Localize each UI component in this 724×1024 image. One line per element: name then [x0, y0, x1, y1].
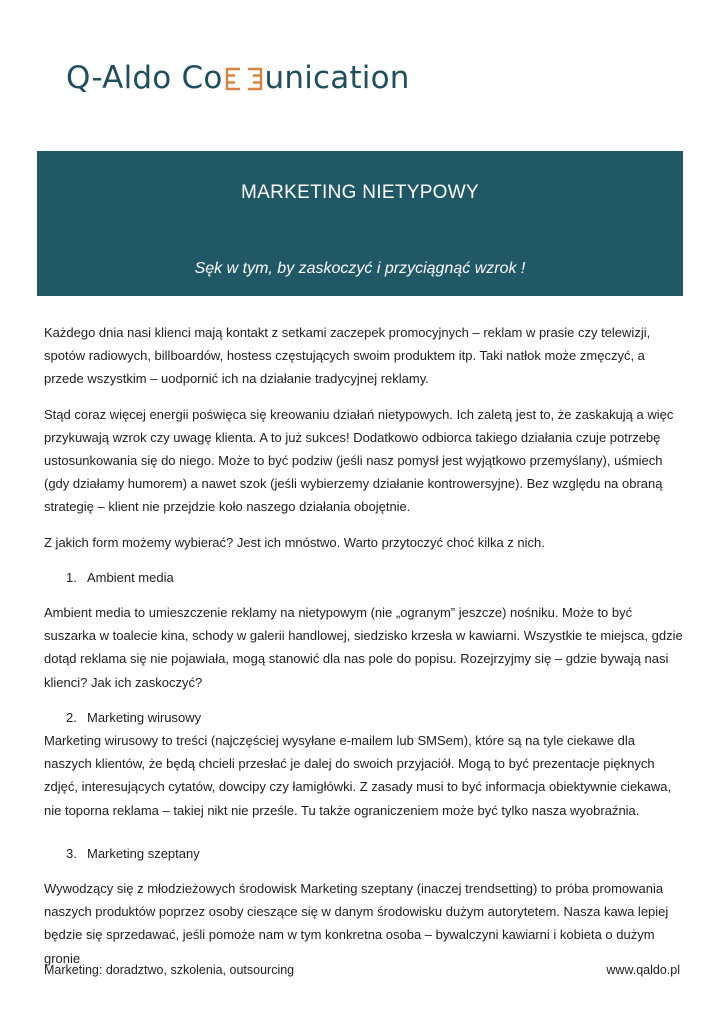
footer-website: www.qaldo.pl [606, 963, 680, 977]
document-body [44, 321, 684, 982]
list-item-whisper [66, 842, 684, 865]
paragraph-whisper: Wywodzący się z młodzieżowych środowisk Marketing szeptany (inaczej trendsetting) to próba promowania naszych produktów poprzez osoby cieszące się w danym środowisku dużym autorytetem. Nasza kawa lepiej będzie się sprzedawać, jeśli pomoże nam w tym konkretna osoba – bywalczyni kawiarni i kobieta o dużym gronie [44, 881, 669, 966]
paragraph-nontypical: Stąd coraz więcej energii poświęca się kreowaniu działań nietypowych. Ich zaletą jest to, że zaskakują a więc przykuwają wzrok czy uwagę klienta. A to już sukces! Dodatkowo odbiorca takiego działania czuje potrzebę ustosunkowania się do niego. Może to być podziw (jeśli nasz pomysł jest wyjątkowo przemyślany), uśmiech (gdy działamy humorem) a nawet szok (jeśli wybierzemy działanie kontrowersyjne). Bez względu na obraną strategię – klient nie przejdzie koło naszego działania obojętnie. [44, 406, 674, 515]
list-number: 3. [66, 845, 77, 861]
page-title: MARKETING NIETYPOWY [241, 182, 479, 203]
logo-text-end: unication [264, 60, 410, 96]
list-number: 2. [66, 709, 77, 725]
logo-mm-icon [224, 66, 264, 92]
list-item-viral [66, 706, 684, 729]
page-subtitle: Sęk w tym, by zaskoczyć i przyciągnąć wzrok ! [194, 260, 526, 277]
title-banner [37, 151, 683, 296]
list-item-label: Marketing szeptany [87, 845, 200, 861]
page-footer [44, 963, 680, 977]
paragraph-ambient: Ambient media to umieszczenie reklamy na nietypowym (nie „ogranym” jeszcze) nośniku. Może to być suszarka w toalecie kina, schody w galerii handlowej, siedzisko krzesła w kawiarni. Wszystkie te miejsca, gdzie dotąd reklama się nie pojawiała, mogą stanowić dla nas pole do popisu. Rozejrzyjmy się – gdzie bywają nasi klienci? Jak ich zaskoczyć? [44, 605, 683, 690]
company-logo [66, 58, 410, 98]
paragraph-forms: Z jakich form możemy wybierać? Jest ich mnóstwo. Warto przytoczyć choć kilka z nich. [44, 534, 545, 550]
list-number: 1. [66, 569, 77, 585]
footer-services: Marketing: doradztwo, szkolenia, outsourcing [44, 963, 295, 977]
list-item-label: Marketing wirusowy [87, 709, 202, 725]
list-item-ambient [66, 566, 684, 589]
paragraph-viral: Marketing wirusowy to treści (najczęściej wysyłane e-mailem lub SMSem), które są na tyle ciekawe dla naszych klientów, że będą chcieli przesłać je dalej do swoich przyjaciół. Mogą to być prezentacje pięknych zdjęć, interesujących cytatów, dowcipy czy łamigłówki. Z zasady musi to być informacja obiektywnie ciekawa, nie toporna reklama – takiej nikt nie prześle. Tu także ograniczeniem może być tylko nasza wyobraźnia. [44, 733, 672, 818]
logo-text-start: Q-Aldo Co [66, 60, 223, 96]
list-item-label: Ambient media [87, 569, 174, 585]
paragraph-intro: Każdego dnia nasi klienci mają kontakt z setkami zaczepek promocyjnych – reklam w prasie czy telewizji, spotów radiowych, billboardów, hostess częstujących swoim produktem itp. Taki natłok może zmęczyć, a przede wszystkim – uodpornić ich na działanie tradycyjnej reklamy. [44, 325, 651, 387]
